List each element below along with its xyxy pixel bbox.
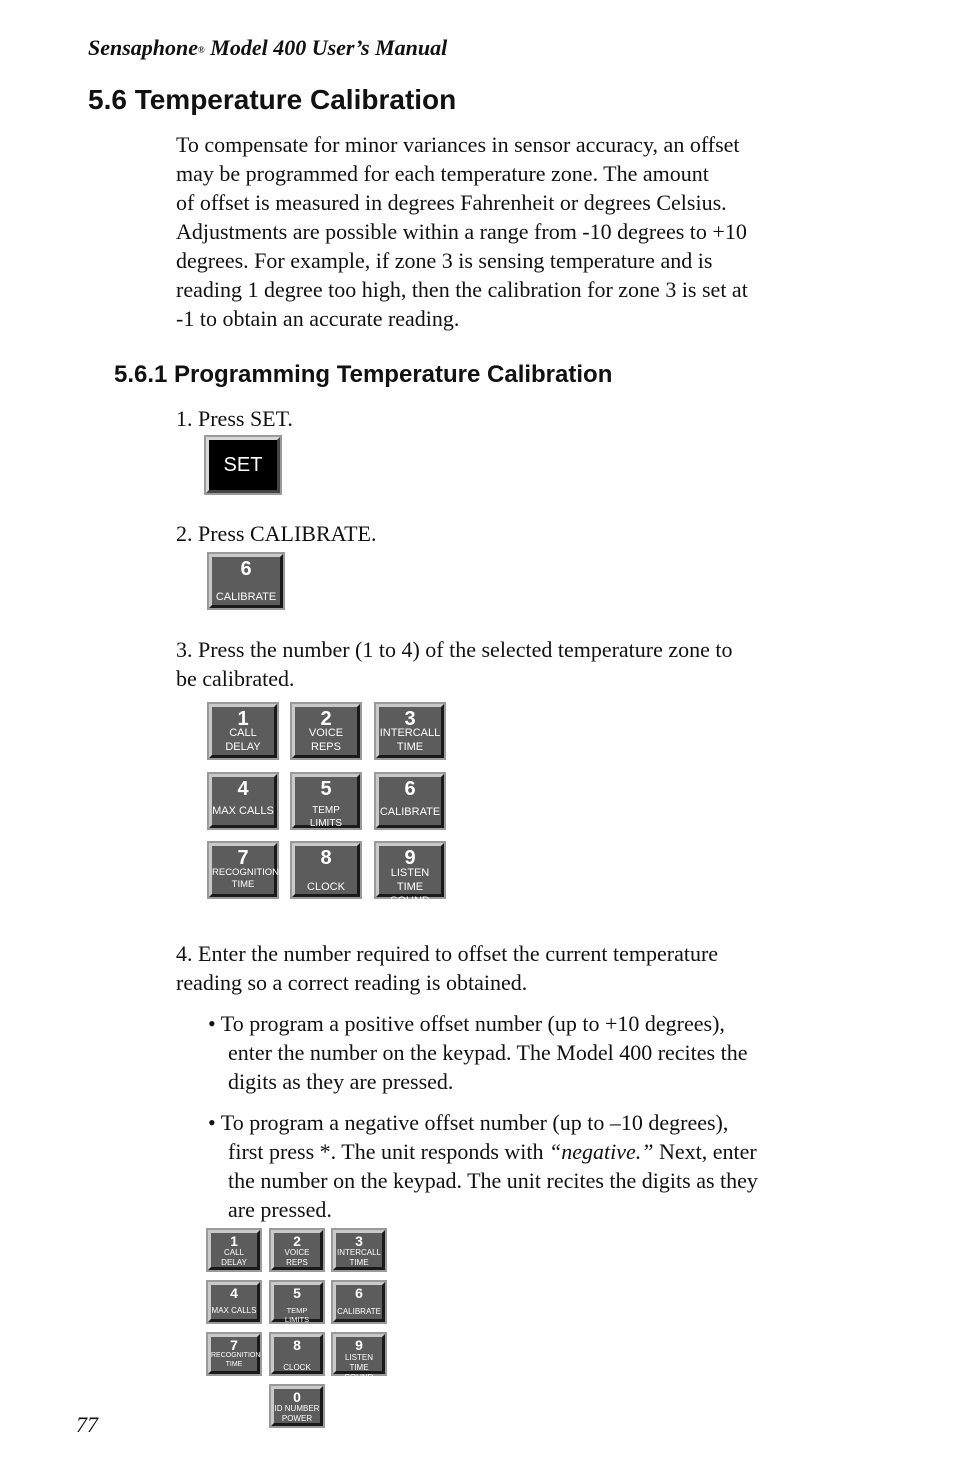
keypad-key-2: 2 VOICE REPS — [292, 704, 360, 758]
intro-line: To compensate for minor variances in sensor accuracy, an offset — [176, 132, 740, 157]
step-3: 3. Press the number (1 to 4) of the selected temperature zone to be calibrated. — [176, 637, 733, 691]
intro-line: reading 1 degree too high, then the calibration for zone 3 is set at — [176, 277, 748, 302]
keypad-small-key-6: 6 CALIBRATE — [333, 1282, 385, 1322]
intro-line: may be programmed for each temperature zone. The amount — [176, 161, 709, 186]
keypad-small-key-4: 4 MAX CALLS — [208, 1282, 260, 1322]
keypad-key-1: 1 CALL DELAY — [209, 704, 277, 758]
keypad-key-4: 4 MAX CALLS — [209, 774, 277, 828]
step-2: 2. Press CALIBRATE. — [176, 521, 377, 546]
intro-paragraph — [176, 130, 836, 333]
set-key: SET — [206, 437, 280, 493]
intro-line: Adjustments are possible within a range from -10 degrees to +10 — [176, 219, 747, 244]
bullet-negative-offset: • To program a negative offset number (up to –10 degrees), first press *. The unit responds with “negative.” Next, enter the number on the keypad. The unit recites the digits as they are pressed. — [208, 1110, 758, 1222]
section-title: 5.6 Temperature Calibration — [88, 84, 457, 115]
bullet-positive-offset: • To program a positive offset number (up to +10 degrees), enter the number on the keypad. The Model 400 recites the digits as they are pressed. — [208, 1011, 748, 1094]
keypad-key-7: 7 RECOGNITION TIME — [209, 843, 277, 897]
running-header: Sensaphone® Model 400 User’s Manual — [88, 35, 448, 60]
keypad-small-key-7: 7 RECOGNITION TIME — [208, 1334, 260, 1374]
calibrate-key: 6 CALIBRATE — [209, 554, 283, 608]
step-1: 1. Press SET. — [176, 406, 293, 431]
keypad-key-5: 5 TEMP LIMITS — [292, 774, 360, 828]
keypad-key-8: 8 CLOCK — [292, 843, 360, 897]
keypad-small-key-3: 3 INTERCALL TIME — [333, 1230, 385, 1270]
subsection-title: 5.6.1 Programming Temperature Calibration — [114, 361, 613, 388]
keypad-small-key-0: 0 ID NUMBER POWER — [271, 1386, 323, 1426]
keypad-small-key-1: 1 CALL DELAY — [208, 1230, 260, 1270]
keypad-key-6: 6 CALIBRATE — [376, 774, 444, 828]
step-4: 4. Enter the number required to offset the current temperature reading so a correct reading is obtained. — [176, 941, 719, 995]
keypad-key-9: 9 LISTEN TIME SOUND — [376, 843, 444, 897]
page-number: 77 — [76, 1412, 98, 1437]
keypad-small-key-9: 9 LISTEN TIME SOUND — [333, 1334, 385, 1374]
intro-line: degrees. For example, if zone 3 is sensing temperature and is — [176, 248, 713, 273]
keypad-small-key-8: 8 CLOCK — [271, 1334, 323, 1374]
intro-line: -1 to obtain an accurate reading. — [176, 306, 460, 331]
keypad-small-key-5: 5 TEMP LIMITS — [271, 1282, 323, 1322]
keypad-small-key-2: 2 VOICE REPS — [271, 1230, 323, 1270]
intro-line: of offset is measured in degrees Fahrenheit or degrees Celsius. — [176, 190, 727, 215]
keypad-key-3: 3 INTERCALL TIME — [376, 704, 444, 758]
